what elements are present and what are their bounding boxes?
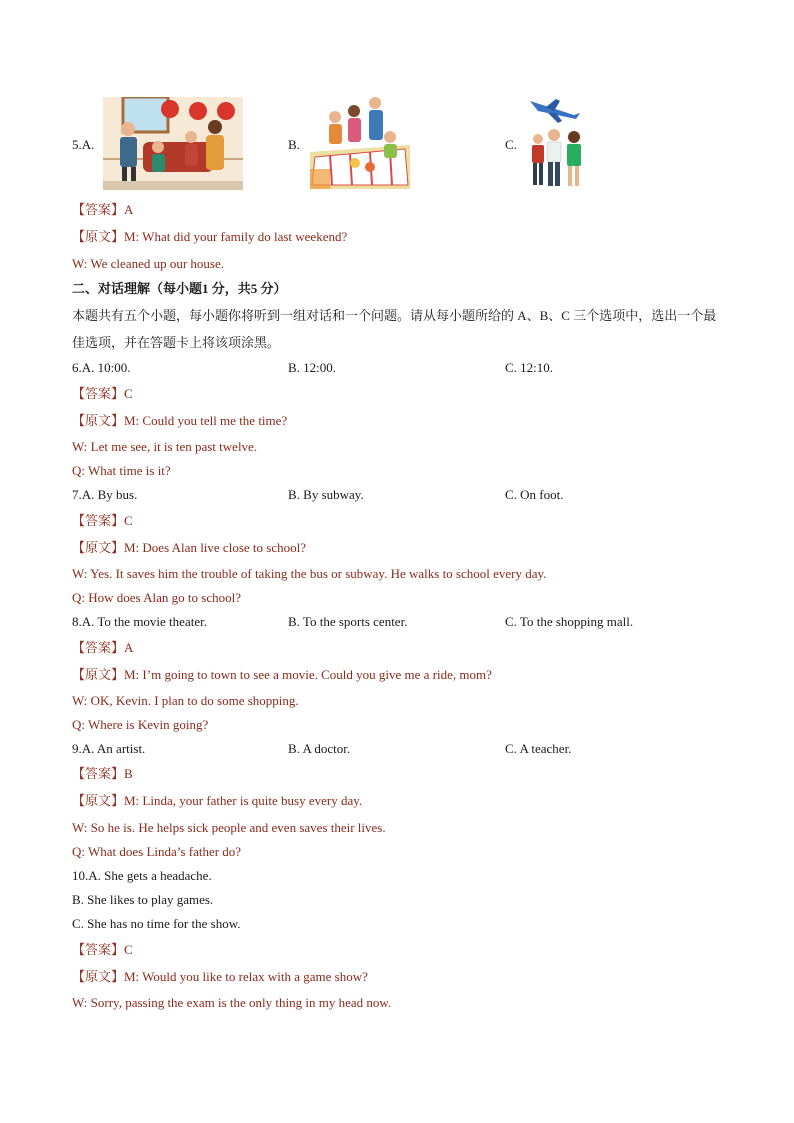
q5-answer: 【答案】A <box>72 202 134 217</box>
q6-answer: 【答案】C <box>72 386 133 401</box>
q9-script-woman: W: So he is. He helps sick people and even saves their lives. <box>72 820 386 835</box>
q7-option-c: C. On foot. <box>505 487 564 502</box>
family-picnic-illustration <box>310 97 410 189</box>
section-2-heading: 二、对话理解（每小题1 分，共5 分） <box>72 281 287 296</box>
q6-option-a: 6.A. 10:00. <box>72 360 131 375</box>
q9-answer: 【答案】B <box>72 766 133 781</box>
family-cleaning-illustration <box>103 97 243 190</box>
q9-option-c: C. A teacher. <box>505 741 572 756</box>
family-airplane-illustration <box>526 97 588 191</box>
q8-option-b: B. To the sports center. <box>288 614 408 629</box>
q7-answer: 【答案】C <box>72 513 133 528</box>
q7-question: Q: How does Alan go to school? <box>72 590 241 605</box>
q10-option-a: 10.A. She gets a headache. <box>72 868 212 883</box>
q10-option-c: C. She has no time for the show. <box>72 916 241 931</box>
q9-option-a: 9.A. An artist. <box>72 741 146 756</box>
q5-option-b-label: B. <box>288 137 300 152</box>
q8-question: Q: Where is Kevin going? <box>72 717 209 732</box>
q8-script-woman: W: OK, Kevin. I plan to do some shopping. <box>72 693 299 708</box>
q5-option-a-label: 5.A. <box>72 137 95 152</box>
q10-option-b: B. She likes to play games. <box>72 892 214 907</box>
q7-option-b: B. By subway. <box>288 487 364 502</box>
q10-answer: 【答案】C <box>72 942 133 957</box>
q9-script-man: 【原文】M: Linda, your father is quite busy every day. <box>72 793 363 808</box>
section-2-instructions: 本题共有五个小题，每小题你将听到一组对话和一个问题。请从每小题所给的 A、B、C 三个选项中，选出一个最佳选项，并在答题卡上将该项涂黑。 <box>72 308 717 350</box>
q10-script-woman: W: Sorry, passing the exam is the only thing in my head now. <box>72 995 392 1010</box>
q7-script-woman: W: Yes. It saves him the trouble of taking the bus or subway. He walks to school every day. <box>72 566 547 581</box>
q6-option-b: B. 12:00. <box>288 360 337 375</box>
q8-script-man: 【原文】M: I’m going to town to see a movie. Could you give me a ride, mom? <box>72 667 492 682</box>
q6-question: Q: What time is it? <box>72 463 171 478</box>
q6-script-woman: W: Let me see, it is ten past twelve. <box>72 439 258 454</box>
q5-option-c-label: C. <box>505 137 517 152</box>
q9-question: Q: What does Linda’s father do? <box>72 844 242 859</box>
q9-option-b: B. A doctor. <box>288 741 351 756</box>
q7-option-a: 7.A. By bus. <box>72 487 138 502</box>
q6-script-man: 【原文】M: Could you tell me the time? <box>72 413 288 428</box>
q6-option-c: C. 12:10. <box>505 360 554 375</box>
q10-script-man: 【原文】M: Would you like to relax with a game show? <box>72 969 368 984</box>
q8-option-c: C. To the shopping mall. <box>505 614 634 629</box>
q8-answer: 【答案】A <box>72 640 134 655</box>
q7-script-man: 【原文】M: Does Alan live close to school? <box>72 540 306 555</box>
q8-option-a: 8.A. To the movie theater. <box>72 614 207 629</box>
q5-script-woman: W: We cleaned up our house. <box>72 256 225 271</box>
q5-script-man: 【原文】M: What did your family do last weekend? <box>72 229 348 244</box>
